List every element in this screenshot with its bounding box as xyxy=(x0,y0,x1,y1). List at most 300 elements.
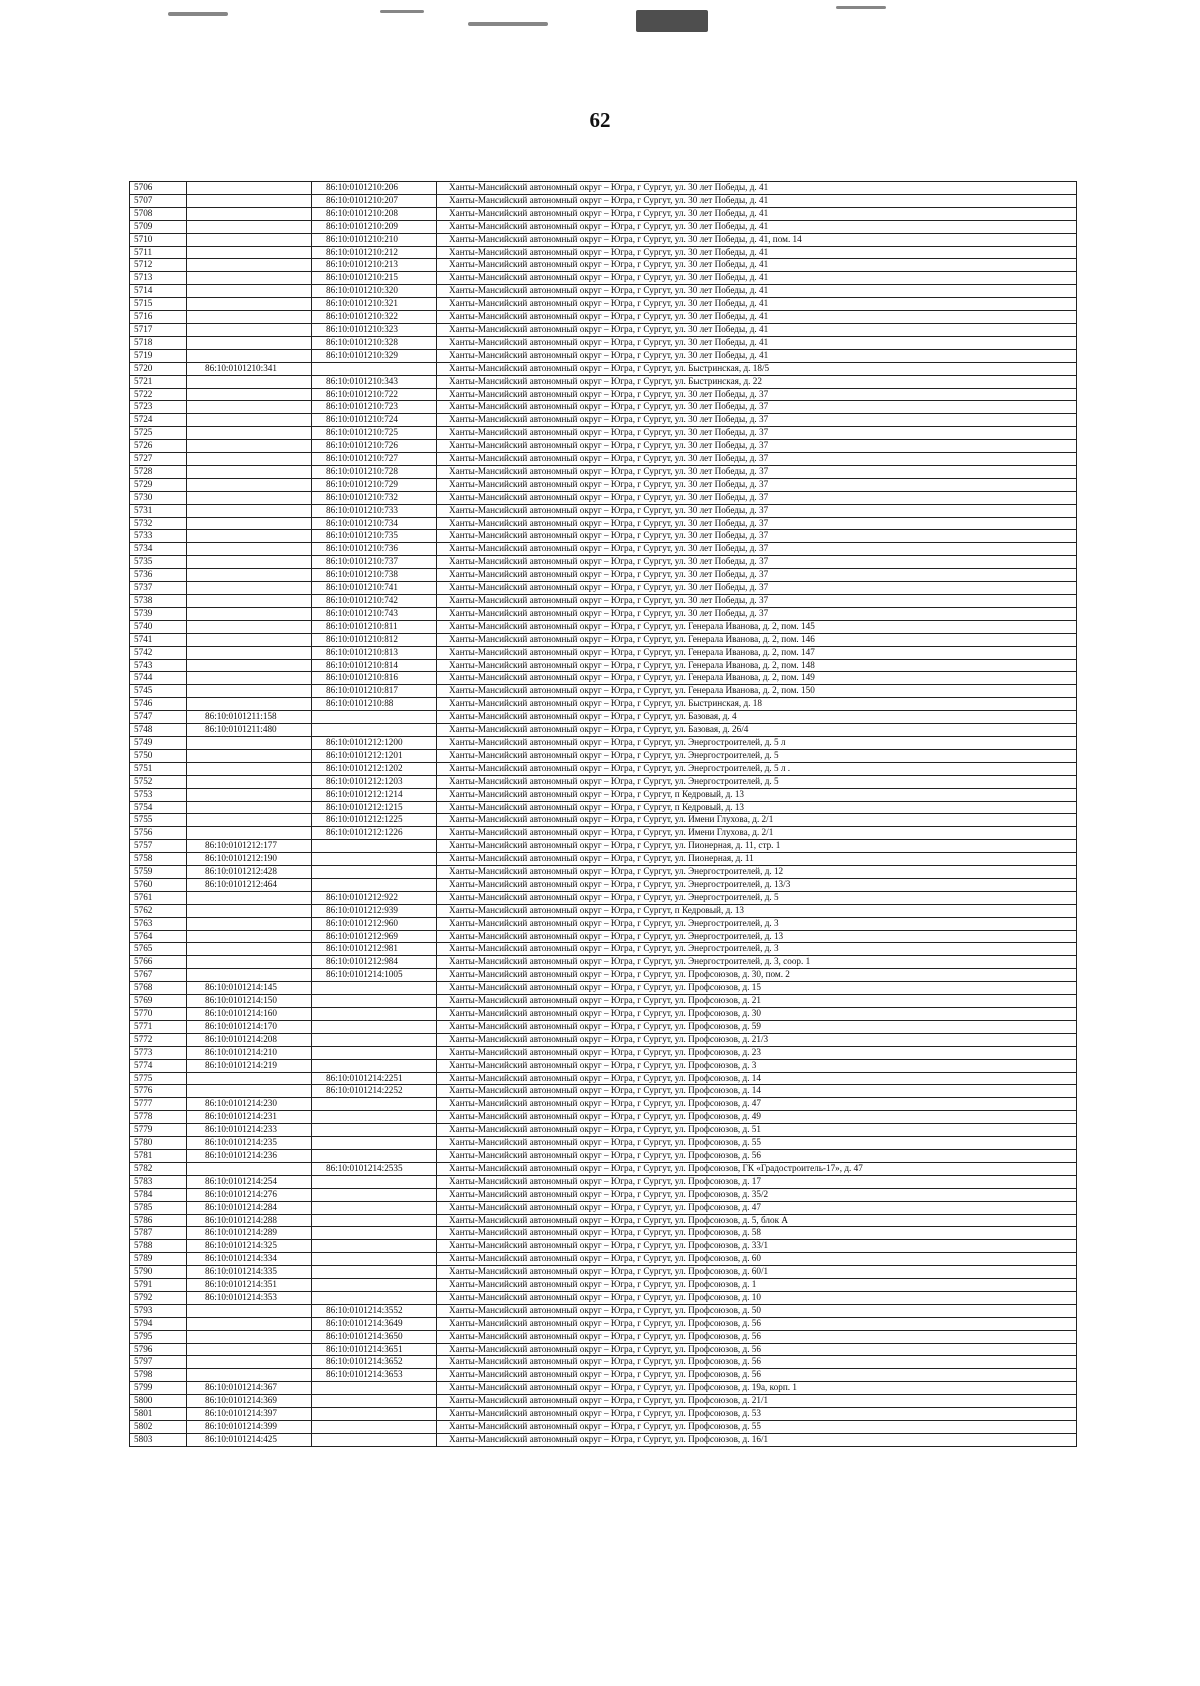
parcel-cadastral-number-cell xyxy=(187,788,312,801)
address-cell: Ханты-Мансийский автономный округ – Югра, г Сургут, ул. 30 лет Победы, д. 37 xyxy=(437,401,1077,414)
address-cell: Ханты-Мансийский автономный округ – Югра, г Сургут, ул. Профсоюзов, д. 30 xyxy=(437,1008,1077,1021)
row-number-cell: 5746 xyxy=(130,698,187,711)
table-row xyxy=(130,1330,1077,1343)
table-row xyxy=(130,465,1077,478)
row-number-cell: 5784 xyxy=(130,1188,187,1201)
parcel-cadastral-number-cell xyxy=(187,1343,312,1356)
parcel-cadastral-number-cell: 86:10:0101214:353 xyxy=(187,1291,312,1304)
address-cell: Ханты-Мансийский автономный округ – Югра, г Сургут, ул. 30 лет Победы, д. 41 xyxy=(437,323,1077,336)
parcel-cadastral-number-cell xyxy=(187,595,312,608)
building-cadastral-number-cell: 86:10:0101214:1005 xyxy=(312,969,437,982)
building-cadastral-number-cell: 86:10:0101210:738 xyxy=(312,569,437,582)
building-cadastral-number-cell: 86:10:0101210:735 xyxy=(312,530,437,543)
table-row xyxy=(130,1291,1077,1304)
address-cell: Ханты-Мансийский автономный округ – Югра, г Сургут, ул. 30 лет Победы, д. 37 xyxy=(437,595,1077,608)
parcel-cadastral-number-cell xyxy=(187,465,312,478)
address-cell: Ханты-Мансийский автономный округ – Югра, г Сургут, ул. 30 лет Победы, д. 37 xyxy=(437,491,1077,504)
address-cell: Ханты-Мансийский автономный округ – Югра, г Сургут, ул. Профсоюзов, д. 30, пом. 2 xyxy=(437,969,1077,982)
address-cell: Ханты-Мансийский автономный округ – Югра, г Сургут, ул. 30 лет Победы, д. 37 xyxy=(437,453,1077,466)
building-cadastral-number-cell: 86:10:0101210:737 xyxy=(312,556,437,569)
row-number-cell: 5732 xyxy=(130,517,187,530)
building-cadastral-number-cell: 86:10:0101210:723 xyxy=(312,401,437,414)
parcel-cadastral-number-cell: 86:10:0101214:289 xyxy=(187,1227,312,1240)
row-number-cell: 5767 xyxy=(130,969,187,982)
table-row xyxy=(130,607,1077,620)
address-cell: Ханты-Мансийский автономный округ – Югра, г Сургут, ул. Профсоюзов, д. 58 xyxy=(437,1227,1077,1240)
row-number-cell: 5741 xyxy=(130,633,187,646)
building-cadastral-number-cell xyxy=(312,362,437,375)
building-cadastral-number-cell: 86:10:0101210:729 xyxy=(312,478,437,491)
table-row xyxy=(130,336,1077,349)
building-cadastral-number-cell: 86:10:0101210:722 xyxy=(312,388,437,401)
row-number-cell: 5772 xyxy=(130,1033,187,1046)
row-number-cell: 5751 xyxy=(130,762,187,775)
row-number-cell: 5764 xyxy=(130,930,187,943)
address-cell: Ханты-Мансийский автономный округ – Югра, г Сургут, ул. Профсоюзов, д. 60 xyxy=(437,1253,1077,1266)
table-row xyxy=(130,633,1077,646)
table-row xyxy=(130,1111,1077,1124)
address-cell: Ханты-Мансийский автономный округ – Югра, г Сургут, ул. 30 лет Победы, д. 37 xyxy=(437,582,1077,595)
address-cell: Ханты-Мансийский автономный округ – Югра, г Сургут, ул. 30 лет Победы, д. 37 xyxy=(437,607,1077,620)
parcel-cadastral-number-cell xyxy=(187,298,312,311)
building-cadastral-number-cell xyxy=(312,1046,437,1059)
table-row xyxy=(130,556,1077,569)
address-cell: Ханты-Мансийский автономный округ – Югра, г Сургут, ул. 30 лет Победы, д. 37 xyxy=(437,427,1077,440)
row-number-cell: 5724 xyxy=(130,414,187,427)
parcel-cadastral-number-cell: 86:10:0101210:341 xyxy=(187,362,312,375)
row-number-cell: 5721 xyxy=(130,375,187,388)
table-row xyxy=(130,1395,1077,1408)
building-cadastral-number-cell xyxy=(312,1111,437,1124)
address-cell: Ханты-Мансийский автономный округ – Югра, г Сургут, ул. Профсоюзов, д. 55 xyxy=(437,1421,1077,1434)
address-cell: Ханты-Мансийский автономный округ – Югра, г Сургут, ул. 30 лет Победы, д. 37 xyxy=(437,569,1077,582)
building-cadastral-number-cell xyxy=(312,1433,437,1446)
address-cell: Ханты-Мансийский автономный округ – Югра, г Сургут, ул. Профсоюзов, д. 16/1 xyxy=(437,1433,1077,1446)
building-cadastral-number-cell: 86:10:0101210:321 xyxy=(312,298,437,311)
address-cell: Ханты-Мансийский автономный округ – Югра, г Сургут, ул. 30 лет Победы, д. 41 xyxy=(437,259,1077,272)
row-number-cell: 5795 xyxy=(130,1330,187,1343)
parcel-cadastral-number-cell: 86:10:0101214:236 xyxy=(187,1149,312,1162)
table-row xyxy=(130,440,1077,453)
parcel-cadastral-number-cell: 86:10:0101214:325 xyxy=(187,1240,312,1253)
parcel-cadastral-number-cell: 86:10:0101214:254 xyxy=(187,1175,312,1188)
parcel-cadastral-number-cell: 86:10:0101214:235 xyxy=(187,1137,312,1150)
row-number-cell: 5726 xyxy=(130,440,187,453)
table-row xyxy=(130,388,1077,401)
address-cell: Ханты-Мансийский автономный округ – Югра, г Сургут, ул. Пионерная, д. 11, стр. 1 xyxy=(437,840,1077,853)
building-cadastral-number-cell: 86:10:0101214:3650 xyxy=(312,1330,437,1343)
row-number-cell: 5785 xyxy=(130,1201,187,1214)
table-row xyxy=(130,453,1077,466)
building-cadastral-number-cell: 86:10:0101210:343 xyxy=(312,375,437,388)
building-cadastral-number-cell: 86:10:0101212:1214 xyxy=(312,788,437,801)
building-cadastral-number-cell xyxy=(312,1149,437,1162)
address-cell: Ханты-Мансийский автономный округ – Югра, г Сургут, ул. Энергостроителей, д. 12 xyxy=(437,866,1077,879)
building-cadastral-number-cell xyxy=(312,1227,437,1240)
parcel-cadastral-number-cell xyxy=(187,259,312,272)
row-number-cell: 5719 xyxy=(130,349,187,362)
parcel-cadastral-number-cell xyxy=(187,246,312,259)
building-cadastral-number-cell: 86:10:0101210:812 xyxy=(312,633,437,646)
address-cell: Ханты-Мансийский автономный округ – Югра, г Сургут, ул. 30 лет Победы, д. 41 xyxy=(437,182,1077,195)
table-row xyxy=(130,414,1077,427)
row-number-cell: 5738 xyxy=(130,595,187,608)
row-number-cell: 5758 xyxy=(130,853,187,866)
building-cadastral-number-cell: 86:10:0101212:1215 xyxy=(312,801,437,814)
building-cadastral-number-cell xyxy=(312,1020,437,1033)
address-cell: Ханты-Мансийский автономный округ – Югра, г Сургут, п Кедровый, д. 13 xyxy=(437,788,1077,801)
table-row xyxy=(130,891,1077,904)
table-row xyxy=(130,1382,1077,1395)
row-number-cell: 5716 xyxy=(130,311,187,324)
address-cell: Ханты-Мансийский автономный округ – Югра, г Сургут, ул. 30 лет Победы, д. 41 xyxy=(437,311,1077,324)
parcel-cadastral-number-cell xyxy=(187,414,312,427)
table-row xyxy=(130,595,1077,608)
table-row xyxy=(130,1188,1077,1201)
parcel-cadastral-number-cell xyxy=(187,388,312,401)
table-row xyxy=(130,904,1077,917)
address-cell: Ханты-Мансийский автономный округ – Югра, г Сургут, ул. Профсоюзов, д. 14 xyxy=(437,1085,1077,1098)
row-number-cell: 5796 xyxy=(130,1343,187,1356)
address-cell: Ханты-Мансийский автономный округ – Югра, г Сургут, ул. Профсоюзов, д. 59 xyxy=(437,1020,1077,1033)
address-cell: Ханты-Мансийский автономный округ – Югра, г Сургут, ул. Профсоюзов, д. 51 xyxy=(437,1124,1077,1137)
building-cadastral-number-cell: 86:10:0101210:320 xyxy=(312,285,437,298)
row-number-cell: 5754 xyxy=(130,801,187,814)
table-row xyxy=(130,685,1077,698)
address-cell: Ханты-Мансийский автономный округ – Югра, г Сургут, ул. 30 лет Победы, д. 41 xyxy=(437,285,1077,298)
table-row xyxy=(130,853,1077,866)
table-row xyxy=(130,943,1077,956)
row-number-cell: 5759 xyxy=(130,866,187,879)
parcel-cadastral-number-cell: 86:10:0101214:233 xyxy=(187,1124,312,1137)
row-number-cell: 5798 xyxy=(130,1369,187,1382)
table-row xyxy=(130,1033,1077,1046)
parcel-cadastral-number-cell xyxy=(187,453,312,466)
parcel-cadastral-number-cell xyxy=(187,969,312,982)
table-row xyxy=(130,736,1077,749)
address-cell: Ханты-Мансийский автономный округ – Югра, г Сургут, ул. Энергостроителей, д. 5 л xyxy=(437,736,1077,749)
parcel-cadastral-number-cell xyxy=(187,569,312,582)
parcel-cadastral-number-cell: 86:10:0101214:150 xyxy=(187,995,312,1008)
building-cadastral-number-cell: 86:10:0101212:1203 xyxy=(312,775,437,788)
table-row xyxy=(130,698,1077,711)
building-cadastral-number-cell: 86:10:0101210:743 xyxy=(312,607,437,620)
table-row xyxy=(130,194,1077,207)
parcel-cadastral-number-cell xyxy=(187,633,312,646)
row-number-cell: 5769 xyxy=(130,995,187,1008)
table-row xyxy=(130,878,1077,891)
parcel-cadastral-number-cell: 86:10:0101214:397 xyxy=(187,1408,312,1421)
building-cadastral-number-cell: 86:10:0101212:984 xyxy=(312,956,437,969)
table-row xyxy=(130,1253,1077,1266)
address-cell: Ханты-Мансийский автономный округ – Югра, г Сургут, ул. 30 лет Победы, д. 41 xyxy=(437,194,1077,207)
parcel-cadastral-number-cell xyxy=(187,530,312,543)
parcel-cadastral-number-cell xyxy=(187,646,312,659)
building-cadastral-number-cell: 86:10:0101210:736 xyxy=(312,543,437,556)
address-cell: Ханты-Мансийский автономный округ – Югра, г Сургут, ул. Энергостроителей, д. 13 xyxy=(437,930,1077,943)
table-row xyxy=(130,504,1077,517)
address-cell: Ханты-Мансийский автономный округ – Югра, г Сургут, ул. Профсоюзов, д. 56 xyxy=(437,1149,1077,1162)
row-number-cell: 5710 xyxy=(130,233,187,246)
address-cell: Ханты-Мансийский автономный округ – Югра, г Сургут, ул. Профсоюзов, д. 55 xyxy=(437,1137,1077,1150)
building-cadastral-number-cell xyxy=(312,1382,437,1395)
building-cadastral-number-cell: 86:10:0101212:981 xyxy=(312,943,437,956)
table-row xyxy=(130,788,1077,801)
row-number-cell: 5736 xyxy=(130,569,187,582)
parcel-cadastral-number-cell: 86:10:0101214:369 xyxy=(187,1395,312,1408)
address-cell: Ханты-Мансийский автономный округ – Югра, г Сургут, ул. Профсоюзов, д. 5, блок А xyxy=(437,1214,1077,1227)
parcel-cadastral-number-cell xyxy=(187,401,312,414)
table-row xyxy=(130,775,1077,788)
table-row xyxy=(130,969,1077,982)
parcel-cadastral-number-cell: 86:10:0101214:231 xyxy=(187,1111,312,1124)
table-row xyxy=(130,672,1077,685)
building-cadastral-number-cell: 86:10:0101212:1226 xyxy=(312,827,437,840)
address-cell: Ханты-Мансийский автономный округ – Югра, г Сургут, ул. Профсоюзов, д. 21/1 xyxy=(437,1395,1077,1408)
parcel-cadastral-number-cell: 86:10:0101214:145 xyxy=(187,982,312,995)
register-table-body xyxy=(130,182,1077,1447)
row-number-cell: 5786 xyxy=(130,1214,187,1227)
parcel-cadastral-number-cell xyxy=(187,672,312,685)
parcel-cadastral-number-cell xyxy=(187,336,312,349)
row-number-cell: 5712 xyxy=(130,259,187,272)
row-number-cell: 5729 xyxy=(130,478,187,491)
table-row xyxy=(130,956,1077,969)
building-cadastral-number-cell xyxy=(312,878,437,891)
row-number-cell: 5740 xyxy=(130,620,187,633)
scan-artifact xyxy=(836,6,886,9)
row-number-cell: 5776 xyxy=(130,1085,187,1098)
table-row xyxy=(130,827,1077,840)
table-row xyxy=(130,917,1077,930)
table-row xyxy=(130,814,1077,827)
parcel-cadastral-number-cell: 86:10:0101214:367 xyxy=(187,1382,312,1395)
table-row xyxy=(130,207,1077,220)
address-cell: Ханты-Мансийский автономный округ – Югра, г Сургут, п Кедровый, д. 13 xyxy=(437,904,1077,917)
building-cadastral-number-cell xyxy=(312,1201,437,1214)
table-row xyxy=(130,272,1077,285)
row-number-cell: 5793 xyxy=(130,1304,187,1317)
address-cell: Ханты-Мансийский автономный округ – Югра, г Сургут, ул. Быстринская, д. 18/5 xyxy=(437,362,1077,375)
table-row xyxy=(130,1408,1077,1421)
address-cell: Ханты-Мансийский автономный округ – Югра, г Сургут, ул. Быстринская, д. 18 xyxy=(437,698,1077,711)
building-cadastral-number-cell xyxy=(312,1395,437,1408)
address-cell: Ханты-Мансийский автономный округ – Югра, г Сургут, ул. Профсоюзов, д. 21/3 xyxy=(437,1033,1077,1046)
table-row xyxy=(130,1046,1077,1059)
parcel-cadastral-number-cell: 86:10:0101214:288 xyxy=(187,1214,312,1227)
building-cadastral-number-cell xyxy=(312,866,437,879)
building-cadastral-number-cell xyxy=(312,1124,437,1137)
row-number-cell: 5768 xyxy=(130,982,187,995)
address-cell: Ханты-Мансийский автономный округ – Югра, г Сургут, ул. Быстринская, д. 22 xyxy=(437,375,1077,388)
address-cell: Ханты-Мансийский автономный округ – Югра, г Сургут, ул. Профсоюзов, д. 56 xyxy=(437,1330,1077,1343)
table-row xyxy=(130,711,1077,724)
address-cell: Ханты-Мансийский автономный округ – Югра, г Сургут, ул. Энергостроителей, д. 5 xyxy=(437,775,1077,788)
building-cadastral-number-cell xyxy=(312,1279,437,1292)
building-cadastral-number-cell: 86:10:0101212:939 xyxy=(312,904,437,917)
parcel-cadastral-number-cell xyxy=(187,801,312,814)
address-cell: Ханты-Мансийский автономный округ – Югра, г Сургут, ул. Профсоюзов, д. 3 xyxy=(437,1059,1077,1072)
address-cell: Ханты-Мансийский автономный округ – Югра, г Сургут, ул. Генерала Иванова, д. 2, пом. 148 xyxy=(437,659,1077,672)
parcel-cadastral-number-cell xyxy=(187,427,312,440)
address-cell: Ханты-Мансийский автономный округ – Югра, г Сургут, ул. Профсоюзов, ГК «Градостроитель-17», д. 47 xyxy=(437,1162,1077,1175)
building-cadastral-number-cell: 86:10:0101210:329 xyxy=(312,349,437,362)
table-row xyxy=(130,311,1077,324)
table-row xyxy=(130,246,1077,259)
parcel-cadastral-number-cell xyxy=(187,659,312,672)
address-cell: Ханты-Мансийский автономный округ – Югра, г Сургут, п Кедровый, д. 13 xyxy=(437,801,1077,814)
table-row xyxy=(130,1098,1077,1111)
building-cadastral-number-cell xyxy=(312,1408,437,1421)
address-cell: Ханты-Мансийский автономный округ – Югра, г Сургут, ул. Профсоюзов, д. 35/2 xyxy=(437,1188,1077,1201)
row-number-cell: 5737 xyxy=(130,582,187,595)
parcel-cadastral-number-cell: 86:10:0101211:480 xyxy=(187,724,312,737)
scan-artifact xyxy=(168,12,228,16)
address-cell: Ханты-Мансийский автономный округ – Югра, г Сургут, ул. 30 лет Победы, д. 37 xyxy=(437,556,1077,569)
row-number-cell: 5731 xyxy=(130,504,187,517)
address-cell: Ханты-Мансийский автономный округ – Югра, г Сургут, ул. Пионерная, д. 11 xyxy=(437,853,1077,866)
row-number-cell: 5797 xyxy=(130,1356,187,1369)
scan-artifact xyxy=(380,10,424,13)
parcel-cadastral-number-cell xyxy=(187,814,312,827)
parcel-cadastral-number-cell: 86:10:0101212:428 xyxy=(187,866,312,879)
row-number-cell: 5782 xyxy=(130,1162,187,1175)
building-cadastral-number-cell xyxy=(312,1240,437,1253)
parcel-cadastral-number-cell: 86:10:0101214:210 xyxy=(187,1046,312,1059)
address-cell: Ханты-Мансийский автономный округ – Югра, г Сургут, ул. Профсоюзов, д. 56 xyxy=(437,1317,1077,1330)
parcel-cadastral-number-cell: 86:10:0101211:158 xyxy=(187,711,312,724)
table-row xyxy=(130,427,1077,440)
row-number-cell: 5728 xyxy=(130,465,187,478)
row-number-cell: 5790 xyxy=(130,1266,187,1279)
table-row xyxy=(130,1240,1077,1253)
building-cadastral-number-cell xyxy=(312,1214,437,1227)
parcel-cadastral-number-cell xyxy=(187,556,312,569)
table-row xyxy=(130,646,1077,659)
parcel-cadastral-number-cell xyxy=(187,904,312,917)
building-cadastral-number-cell: 86:10:0101214:2535 xyxy=(312,1162,437,1175)
row-number-cell: 5794 xyxy=(130,1317,187,1330)
table-row xyxy=(130,491,1077,504)
scan-artifact xyxy=(636,10,708,32)
address-cell: Ханты-Мансийский автономный округ – Югра, г Сургут, ул. Генерала Иванова, д. 2, пом. 145 xyxy=(437,620,1077,633)
row-number-cell: 5762 xyxy=(130,904,187,917)
building-cadastral-number-cell xyxy=(312,853,437,866)
building-cadastral-number-cell: 86:10:0101210:728 xyxy=(312,465,437,478)
table-row xyxy=(130,517,1077,530)
row-number-cell: 5748 xyxy=(130,724,187,737)
row-number-cell: 5717 xyxy=(130,323,187,336)
table-row xyxy=(130,1149,1077,1162)
address-cell: Ханты-Мансийский автономный округ – Югра, г Сургут, ул. Профсоюзов, д. 60/1 xyxy=(437,1266,1077,1279)
building-cadastral-number-cell: 86:10:0101210:212 xyxy=(312,246,437,259)
row-number-cell: 5722 xyxy=(130,388,187,401)
building-cadastral-number-cell: 86:10:0101210:328 xyxy=(312,336,437,349)
parcel-cadastral-number-cell xyxy=(187,233,312,246)
address-cell: Ханты-Мансийский автономный округ – Югра, г Сургут, ул. 30 лет Победы, д. 41 xyxy=(437,272,1077,285)
row-number-cell: 5711 xyxy=(130,246,187,259)
address-cell: Ханты-Мансийский автономный округ – Югра, г Сургут, ул. Энергостроителей, д. 5 xyxy=(437,891,1077,904)
row-number-cell: 5747 xyxy=(130,711,187,724)
table-row xyxy=(130,375,1077,388)
parcel-cadastral-number-cell xyxy=(187,543,312,556)
row-number-cell: 5749 xyxy=(130,736,187,749)
table-row xyxy=(130,1214,1077,1227)
building-cadastral-number-cell: 86:10:0101210:816 xyxy=(312,672,437,685)
parcel-cadastral-number-cell: 86:10:0101214:230 xyxy=(187,1098,312,1111)
row-number-cell: 5791 xyxy=(130,1279,187,1292)
address-cell: Ханты-Мансийский автономный округ – Югра, г Сургут, ул. 30 лет Победы, д. 41 xyxy=(437,207,1077,220)
parcel-cadastral-number-cell xyxy=(187,930,312,943)
row-number-cell: 5709 xyxy=(130,220,187,233)
parcel-cadastral-number-cell xyxy=(187,956,312,969)
address-cell: Ханты-Мансийский автономный округ – Югра, г Сургут, ул. Профсоюзов, д. 15 xyxy=(437,982,1077,995)
table-row xyxy=(130,323,1077,336)
table-row xyxy=(130,995,1077,1008)
building-cadastral-number-cell: 86:10:0101212:960 xyxy=(312,917,437,930)
row-number-cell: 5714 xyxy=(130,285,187,298)
table-row xyxy=(130,285,1077,298)
table-row xyxy=(130,620,1077,633)
parcel-cadastral-number-cell xyxy=(187,891,312,904)
row-number-cell: 5733 xyxy=(130,530,187,543)
row-number-cell: 5734 xyxy=(130,543,187,556)
table-row xyxy=(130,982,1077,995)
row-number-cell: 5802 xyxy=(130,1421,187,1434)
row-number-cell: 5760 xyxy=(130,878,187,891)
building-cadastral-number-cell: 86:10:0101214:3552 xyxy=(312,1304,437,1317)
address-cell: Ханты-Мансийский автономный округ – Югра, г Сургут, ул. Профсоюзов, д. 53 xyxy=(437,1408,1077,1421)
building-cadastral-number-cell xyxy=(312,1059,437,1072)
building-cadastral-number-cell: 86:10:0101210:213 xyxy=(312,259,437,272)
parcel-cadastral-number-cell: 86:10:0101214:160 xyxy=(187,1008,312,1021)
address-cell: Ханты-Мансийский автономный округ – Югра, г Сургут, ул. 30 лет Победы, д. 41 xyxy=(437,298,1077,311)
building-cadastral-number-cell: 86:10:0101210:725 xyxy=(312,427,437,440)
row-number-cell: 5725 xyxy=(130,427,187,440)
row-number-cell: 5775 xyxy=(130,1072,187,1085)
parcel-cadastral-number-cell: 86:10:0101212:464 xyxy=(187,878,312,891)
building-cadastral-number-cell: 86:10:0101214:3649 xyxy=(312,1317,437,1330)
row-number-cell: 5777 xyxy=(130,1098,187,1111)
table-row xyxy=(130,362,1077,375)
table-row xyxy=(130,1137,1077,1150)
building-cadastral-number-cell: 86:10:0101210:322 xyxy=(312,311,437,324)
table-row xyxy=(130,530,1077,543)
parcel-cadastral-number-cell xyxy=(187,491,312,504)
row-number-cell: 5756 xyxy=(130,827,187,840)
parcel-cadastral-number-cell xyxy=(187,1162,312,1175)
table-row xyxy=(130,1279,1077,1292)
row-number-cell: 5752 xyxy=(130,775,187,788)
row-number-cell: 5744 xyxy=(130,672,187,685)
table-row xyxy=(130,762,1077,775)
table-row xyxy=(130,1433,1077,1446)
building-cadastral-number-cell: 86:10:0101210:814 xyxy=(312,659,437,672)
row-number-cell: 5730 xyxy=(130,491,187,504)
parcel-cadastral-number-cell xyxy=(187,1330,312,1343)
address-cell: Ханты-Мансийский автономный округ – Югра, г Сургут, ул. Профсоюзов, д. 56 xyxy=(437,1343,1077,1356)
row-number-cell: 5788 xyxy=(130,1240,187,1253)
parcel-cadastral-number-cell xyxy=(187,349,312,362)
parcel-cadastral-number-cell: 86:10:0101214:399 xyxy=(187,1421,312,1434)
building-cadastral-number-cell: 86:10:0101212:1200 xyxy=(312,736,437,749)
address-cell: Ханты-Мансийский автономный округ – Югра, г Сургут, ул. Профсоюзов, д. 47 xyxy=(437,1098,1077,1111)
parcel-cadastral-number-cell xyxy=(187,620,312,633)
row-number-cell: 5773 xyxy=(130,1046,187,1059)
building-cadastral-number-cell: 86:10:0101210:724 xyxy=(312,414,437,427)
table-row xyxy=(130,801,1077,814)
address-cell: Ханты-Мансийский автономный округ – Югра, г Сургут, ул. 30 лет Победы, д. 37 xyxy=(437,478,1077,491)
